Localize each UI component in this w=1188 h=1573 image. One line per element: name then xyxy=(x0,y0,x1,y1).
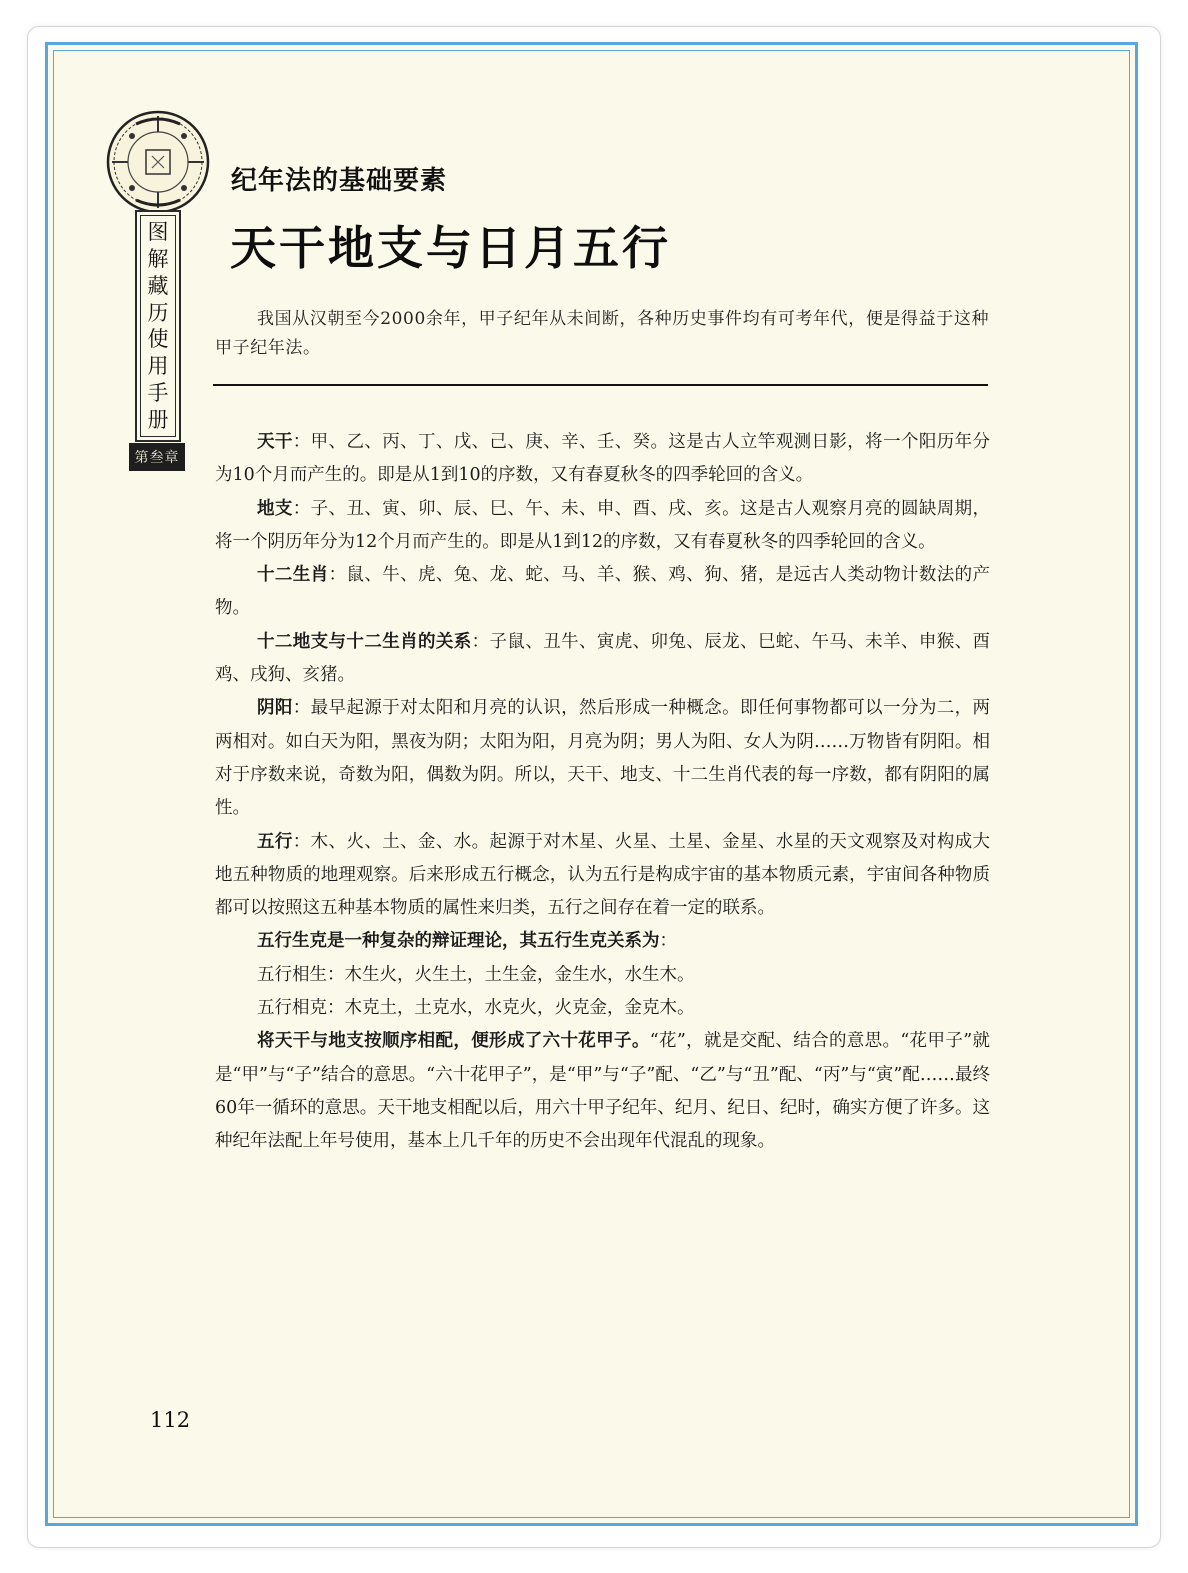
term-label: 五行 xyxy=(257,831,293,852)
paragraph-text: ：子鼠、丑牛、寅虎、卯兔、辰龙、巳蛇、午马、未羊、申猴、酉鸡、戌狗、亥猪。 xyxy=(215,631,991,686)
spine-char: 用 xyxy=(147,354,169,379)
page-number: 112 xyxy=(150,1408,191,1432)
paragraph-text: 五行相克：木克土，土克水，水克火，火克金，金克木。 xyxy=(257,998,695,1019)
term-label: 五行生克是一种复杂的辩证理论，其五行生克关系为 xyxy=(257,931,660,952)
paragraph-tiangan xyxy=(215,426,990,493)
spine-char: 使 xyxy=(147,327,169,352)
term-label: 十二地支与十二生肖的关系 xyxy=(257,631,472,652)
paragraph-text: “花”，就是交配、结合的意思。“花甲子”就是“甲”与“子”结合的意思。“六十花甲子”，是“甲”与“子”配、“乙”与“丑”配、“丙”与“寅”配……最终60年一循环的意思。天干地支相配以后，用六十甲子纪年、纪月、纪日、纪时，确实方便了许多。这种纪年法配上年号使用，基本上几千年的历史不会出现年代混乱的现象。 xyxy=(215,1031,990,1152)
chapter-tag: 第叁章 xyxy=(129,443,185,471)
spine-char: 藏 xyxy=(147,273,169,298)
paragraph-shengke xyxy=(215,925,990,958)
paragraph-relation xyxy=(215,626,990,693)
paragraph-shengxiao xyxy=(215,559,990,626)
term-label: 地支 xyxy=(257,498,293,519)
term-label: 将天干与地支按顺序相配，便形成了六十花甲子。 xyxy=(257,1031,650,1052)
intro-paragraph: 我国从汉朝至今2000余年，甲子纪年从未间断，各种历史事件均有可考年代，便是得益于这种甲子纪年法。 xyxy=(215,309,990,358)
body-text xyxy=(215,426,990,1159)
spine-char: 手 xyxy=(147,381,169,406)
paragraph-yinyang xyxy=(215,692,990,825)
term-label: 阴阳 xyxy=(257,698,293,719)
book-spine-label xyxy=(135,210,181,442)
spine-char: 历 xyxy=(147,300,169,325)
paragraph-text: ： xyxy=(659,931,677,952)
divider-rule xyxy=(213,384,988,386)
paragraph-text: ：最早起源于对太阳和月亮的认识，然后形成一种概念。即任何事物都可以一分为二，两两相对。如白天为阳，黑夜为阴；太阳为阳，月亮为阴；男人为阳、女人为阴……万物皆有阴阳。相对于序数来说，奇数为阳，偶数为阴。所以，天干、地支、十二生肖代表的每一序数，都有阴阳的属性。 xyxy=(215,698,991,819)
spine-char: 图 xyxy=(147,219,169,244)
paragraph-text: ：子、丑、寅、卯、辰、巳、午、未、申、酉、戌、亥。这是古人观察月亮的圆缺周期，将一个阴历年分为12个月而产生的。即是从1到12的序数，又有春夏秋冬的四季轮回的含义。 xyxy=(215,498,991,552)
term-label: 天干 xyxy=(257,432,293,452)
spine-char: 册 xyxy=(147,408,169,432)
paragraph-xiangke xyxy=(215,992,990,1025)
book-spine-title xyxy=(140,215,176,437)
paragraph-text: ：甲、乙、丙、丁、戊、己、庚、辛、壬、癸。这是古人立竿观测日影，将一个阳历年分为10个月而产生的。即是从1到10的序数，又有春夏秋冬的四季轮回的含义。 xyxy=(215,432,991,486)
section-subtitle: 纪年法的基础要素 xyxy=(231,166,448,196)
paragraph-text: 五行相生：木生火，火生土，土生金，金生水，水生木。 xyxy=(257,964,695,985)
paragraph-text: ：木、火、土、金、水。起源于对木星、火星、土星、金星、水星的天文观察及对构成大地五种物质的地理观察。后来形成五行概念，认为五行是构成宇宙的基本物质元素，宇宙间各种物质都可以按照这五种基本物质的属性来归类，五行之间存在着一定的联系。 xyxy=(215,831,991,919)
paragraph-dizhi xyxy=(215,493,990,560)
term-label: 十二生肖 xyxy=(257,565,329,586)
paragraph-wuxing xyxy=(215,826,990,926)
chapter-seal-emblem xyxy=(106,110,210,214)
paragraph-xiangsheng xyxy=(215,959,990,992)
paragraph-huajiazi xyxy=(215,1025,990,1158)
spine-char: 解 xyxy=(147,246,169,271)
paragraph-text: ：鼠、牛、虎、兔、龙、蛇、马、羊、猴、鸡、狗、猪，是远古人类动物计数法的产物。 xyxy=(215,565,991,619)
section-title: 天干地支与日月五行 xyxy=(230,221,671,275)
